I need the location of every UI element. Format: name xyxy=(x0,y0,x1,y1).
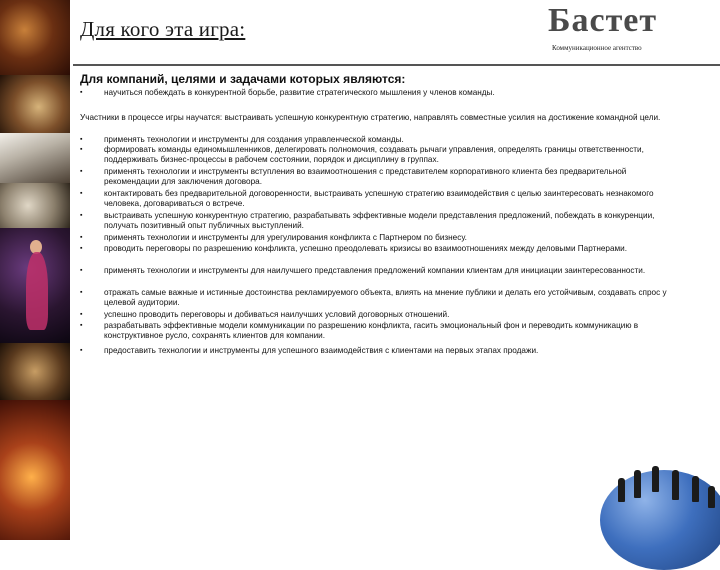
person-silhouette-icon xyxy=(708,486,715,508)
event-photo-collage xyxy=(0,0,70,540)
bullet-icon: ▪ xyxy=(80,347,83,354)
event-photo xyxy=(0,0,70,75)
person-silhouette-icon xyxy=(618,478,625,502)
list-item: успешно проводить переговоры и добиваться наилучших условий договорных отношений. xyxy=(104,310,450,319)
bullet-icon: ▪ xyxy=(80,146,83,153)
person-silhouette-icon xyxy=(652,466,659,492)
event-photo xyxy=(0,400,70,540)
header-divider xyxy=(73,64,720,66)
person-silhouette-icon xyxy=(672,470,679,500)
event-photo xyxy=(0,75,70,133)
list-item: формировать команды единомышленников, делегировать полномочия, создавать рычаги управления, определять границы ответственности, поддерживать бизнес-процессы в рабочем состоянии, порядок и дисциплину в группах. xyxy=(104,145,644,164)
bullet-icon: ▪ xyxy=(80,289,83,296)
bullet-icon: ▪ xyxy=(80,267,83,274)
bullet-icon: ▪ xyxy=(80,136,83,143)
list-item: разрабатывать эффективные модели коммуникации по разрешению конфликта, гасить эмоциональный фон и переводить коммуникацию в конструктивное русло, сохранять клиентов для компании. xyxy=(104,321,639,340)
bullet-icon: ▪ xyxy=(80,245,83,252)
event-photo xyxy=(0,133,70,183)
bullet-icon: ▪ xyxy=(80,212,83,219)
bullet-icon: ▪ xyxy=(80,234,83,241)
brand-subtitle: Коммуникационное агентство xyxy=(552,44,642,52)
list-item: применять технологии и инструменты для создания управленческой команды. xyxy=(104,135,404,144)
list-item: научиться побеждать в конкурентной борьбе, развитие стратегического мышления у членов команды. xyxy=(104,88,495,97)
list-item: применять технологии и инструменты для наилучшего представления предложений компании клиентам для инициации заинтересованности. xyxy=(104,266,646,275)
bullet-icon: ▪ xyxy=(80,190,83,197)
person-silhouette-icon xyxy=(634,470,641,498)
page-title: Для кого эта игра: xyxy=(80,17,246,41)
list-item: контактировать без предварительной договоренности, выстраивать успешную стратегию взаимодействия с целью заинтересовать незнакомого человека, договариваться о встрече. xyxy=(104,189,654,208)
list-item: отражать самые важные и истинные достоинства рекламируемого объекта, влиять на мнение публики и делать его устойчивым, создавать спрос у целевой аудитории. xyxy=(104,288,667,307)
list-item: выстраивать успешную конкурентную стратегию, разрабатывать эффективные модели представления предложений, побеждать в конкуренции, получать позитивный опыт публичных выступлений. xyxy=(104,211,655,230)
list-item: проводить переговоры по разрешению конфликта, успешно преодолевать кризисы во взаимоотношениях между деловыми Партнерами. xyxy=(104,244,628,253)
bullet-icon: ▪ xyxy=(80,311,83,318)
singer-figure xyxy=(26,252,48,330)
person-silhouette-icon xyxy=(692,476,699,502)
intro-paragraph xyxy=(80,113,680,123)
bullet-icon: ▪ xyxy=(80,89,83,96)
intro-paragraph-text: Участники в процессе игры научатся: выстраивать успешную конкурентную стратегию, направлять совместные усилия на достижение командной цели. xyxy=(80,113,661,122)
event-photo xyxy=(0,343,70,400)
bullet-icon: ▪ xyxy=(80,322,83,329)
section-heading: Для компаний, целями и задачами которых являются: xyxy=(80,72,406,86)
brand-logo-text: Бастет xyxy=(548,2,658,39)
list-item: применять технологии и инструменты для урегулирования конфликта с Партнером по бизнесу. xyxy=(104,233,467,242)
list-item: предоставить технологии и инструменты для успешного взаимодействия с клиентами на первых этапах продажи. xyxy=(104,346,539,355)
event-photo xyxy=(0,183,70,228)
bullet-icon: ▪ xyxy=(80,168,83,175)
list-item: применять технологии и инструменты вступления во взаимоотношения с представителем корпоративного клиента без предварительной рекомендации для заключения договора. xyxy=(104,167,627,186)
